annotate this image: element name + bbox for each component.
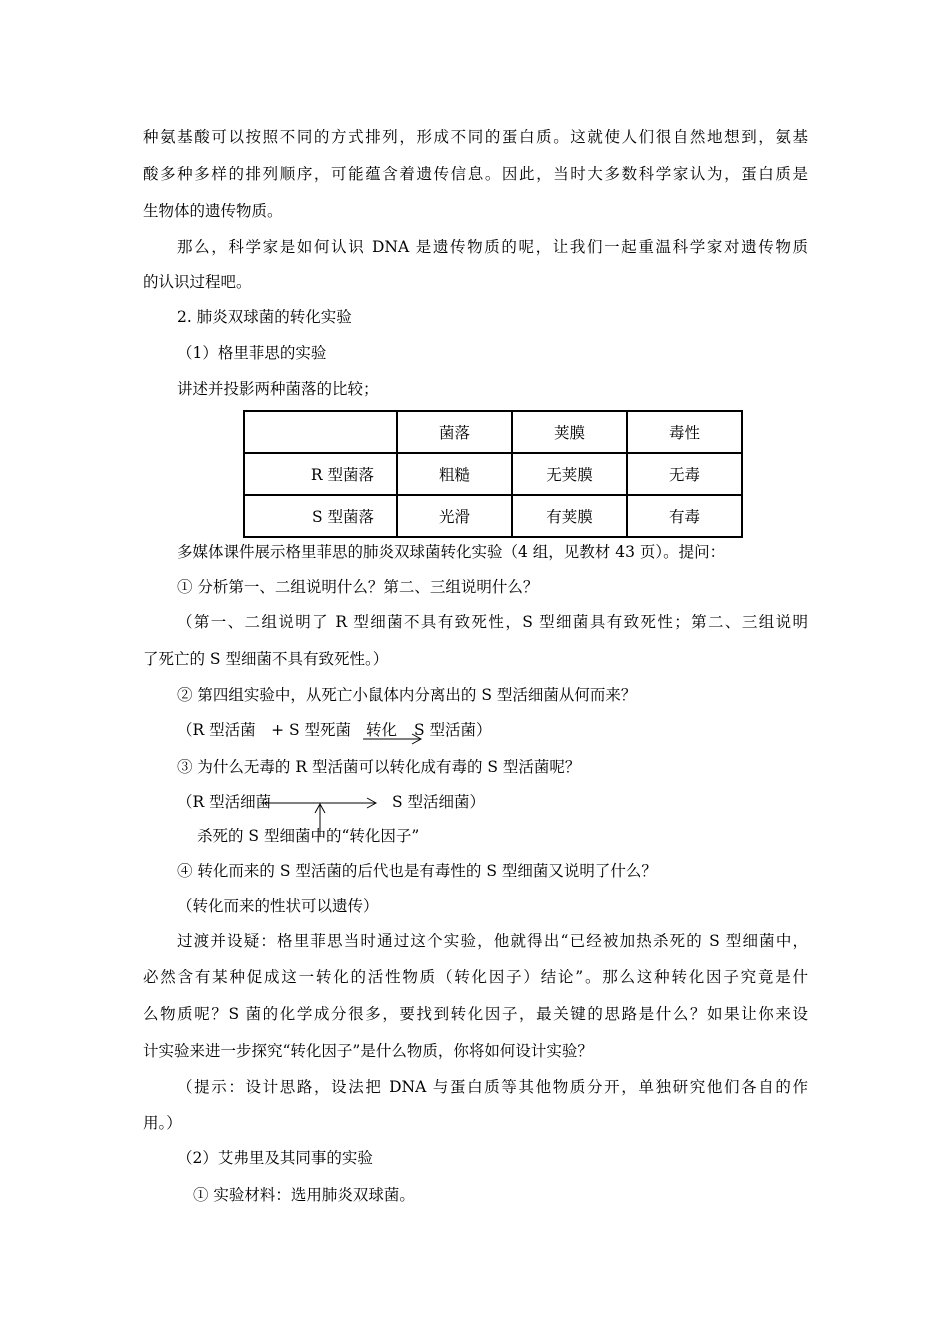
paragraph-line: 讲述并投影两种菌落的比较； <box>177 380 379 398</box>
answer-3-right: S 型活细菌） <box>392 793 486 811</box>
hint-line: 用。） <box>143 1114 182 1132</box>
transform-arrow-icon <box>362 732 424 746</box>
table-row-label: R 型菌落 <box>244 453 397 495</box>
answer-4: （转化而来的性状可以遗传） <box>177 897 379 915</box>
paragraph-line: 种氨基酸可以按照不同的方式排列，形成不同的蛋白质。这就使人们很自然地想到，氨基 <box>143 128 808 146</box>
table-header-cell: 菌落 <box>397 411 512 453</box>
question-3: ③ 为什么无毒的 R 型活菌可以转化成有毒的 S 型活菌呢？ <box>177 758 581 776</box>
paragraph-line: 计实验来进一步探究“转化因子”是什么物质，你将如何设计实验？ <box>143 1042 593 1060</box>
paragraph-line: 多媒体课件展示格里菲思的肺炎双球菌转化实验（4 组，见教材 43 页）。提问： <box>177 543 726 561</box>
paragraph-line: 酸多种多样的排列顺序，可能蕴含着遗传信息。因此，当时大多数科学家认为，蛋白质是 <box>143 165 808 183</box>
answer-1-line: 了死亡的 S 型细菌不具有致死性。） <box>143 650 389 668</box>
step-1: ① 实验材料：选用肺炎双球菌。 <box>193 1186 415 1204</box>
question-2: ② 第四组实验中，从死亡小鼠体内分离出的 S 型活细菌从何而来？ <box>177 686 637 704</box>
paragraph-line: 么物质呢？S 菌的化学成分很多，要找到转化因子，最关键的思路是什么？如果让你来设 <box>143 1005 808 1023</box>
table-header-cell: 毒性 <box>627 411 742 453</box>
question-4: ④ 转化而来的 S 型活菌的后代也是有毒性的 S 型细菌又说明了什么？ <box>177 862 657 880</box>
colony-comparison-table <box>243 410 743 538</box>
table-header-cell: 荚膜 <box>512 411 627 453</box>
question-1: ① 分析第一、二组说明什么？第二、三组说明什么？ <box>177 578 539 596</box>
paragraph-line: 那么，科学家是如何认识 DNA 是遗传物质的呢，让我们一起重温科学家对遗传物质 <box>177 238 808 256</box>
hint-line: （提示：设计思路，设法把 DNA 与蛋白质等其他物质分开，单独研究他们各自的作 <box>177 1078 808 1096</box>
paragraph-line: 的认识过程吧。 <box>143 273 252 291</box>
answer-2-transform-label: 转化 <box>366 721 398 739</box>
table-header-row <box>244 411 742 453</box>
answer-3-left: （R 型活细菌 <box>177 793 272 811</box>
table-row <box>244 453 742 495</box>
answer-2-left: （R 型活菌 + S 型死菌 <box>177 721 352 739</box>
subsection-heading: （1）格里菲思的实验 <box>177 344 327 362</box>
table-row-label: S 型菌落 <box>244 495 397 537</box>
paragraph-line: 生物体的遗传物质。 <box>143 202 283 220</box>
table-cell: 光滑 <box>397 495 512 537</box>
section-heading: 2. 肺炎双球菌的转化实验 <box>177 308 352 326</box>
table-cell: 有毒 <box>627 495 742 537</box>
table-cell: 无毒 <box>627 453 742 495</box>
paragraph-line: 过渡并设疑：格里菲思当时通过这个实验，他就得出“已经被加热杀死的 S 型细菌中， <box>177 932 808 950</box>
table-cell: 粗糙 <box>397 453 512 495</box>
table-row <box>244 495 742 537</box>
answer-3-factor-label: 杀死的 S 型细菌中的“转化因子” <box>197 827 420 845</box>
table-cell: 无荚膜 <box>512 453 627 495</box>
answer-1-line: （第一、二组说明了 R 型细菌不具有致死性，S 型细菌具有致死性；第二、三组说明 <box>177 613 808 631</box>
paragraph-line: 必然含有某种促成这一转化的活性物质（转化因子）结论”。那么这种转化因子究竟是什 <box>143 968 808 986</box>
table-cell: 有荚膜 <box>512 495 627 537</box>
subsection-heading: （2）艾弗里及其同事的实验 <box>177 1149 373 1167</box>
table-cell <box>244 411 397 453</box>
answer-2-right: S 型活菌） <box>414 721 492 739</box>
